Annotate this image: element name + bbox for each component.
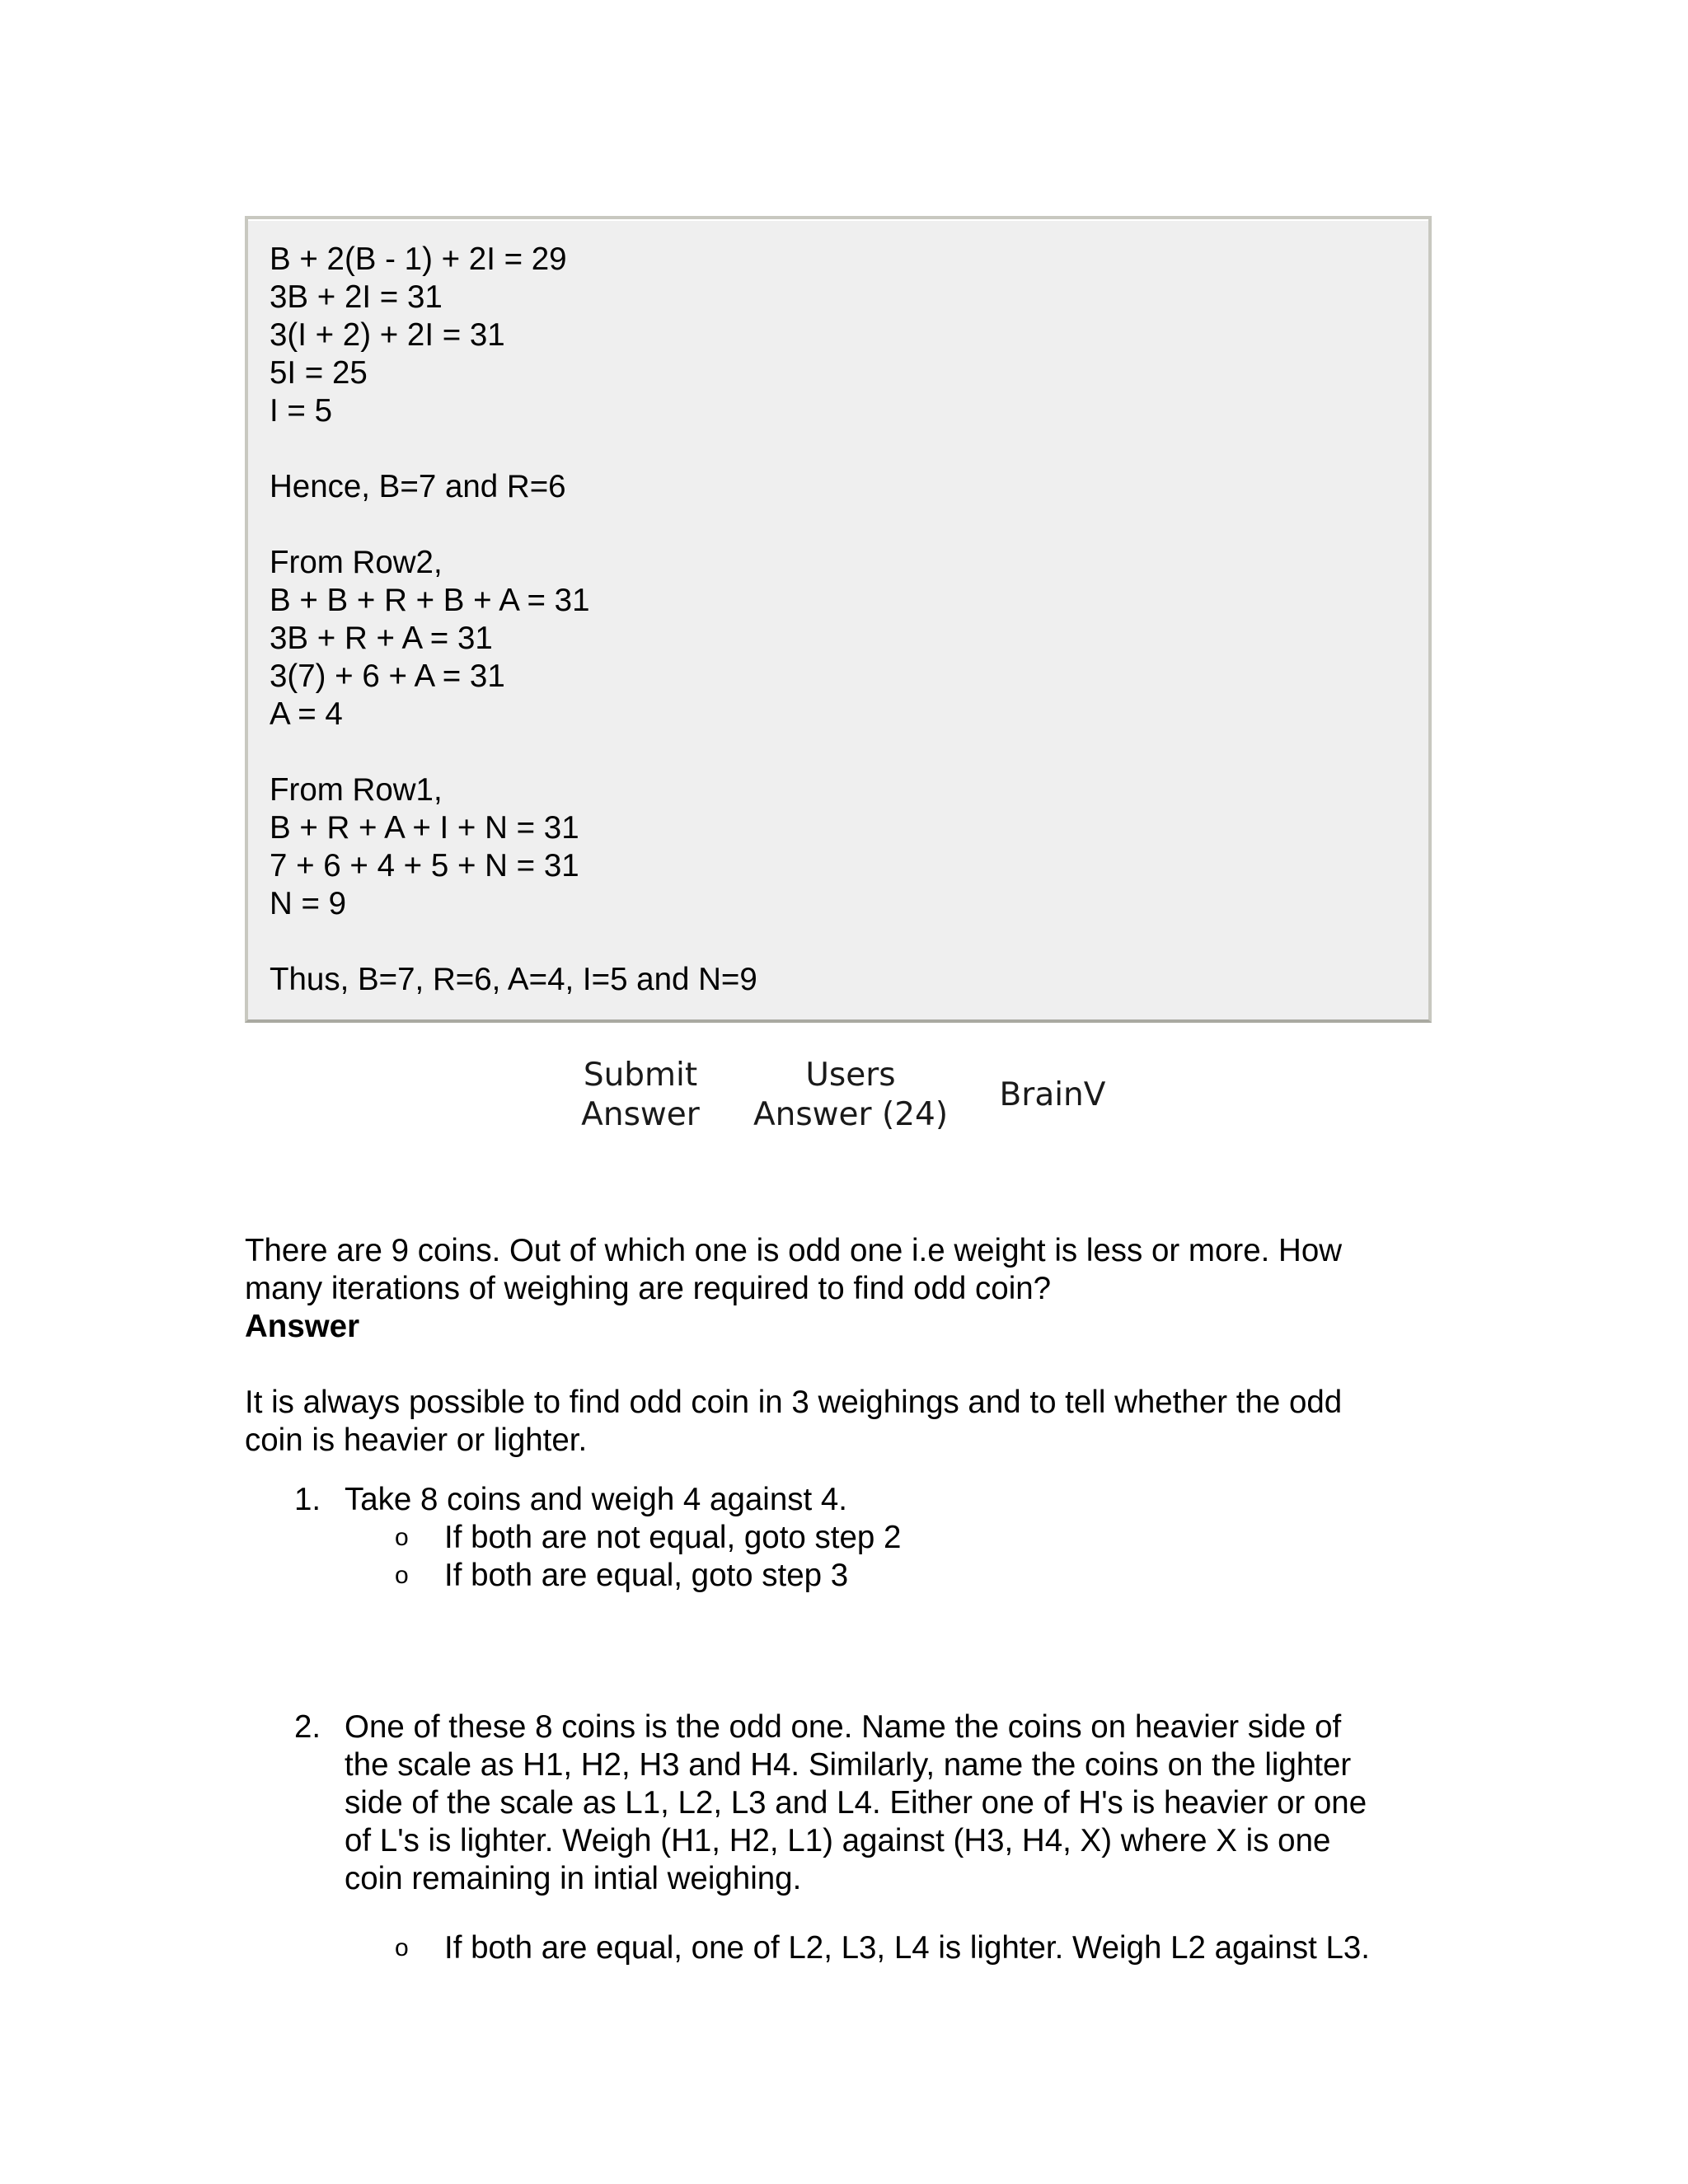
circle-bullet-icon: o	[395, 1934, 409, 1961]
circle-bullet-icon: o	[395, 1524, 409, 1551]
step-item	[245, 1708, 1432, 1967]
answer-heading: Answer	[245, 1309, 360, 1344]
solution-line: A = 4	[270, 696, 343, 732]
question-text-line: There are 9 coins. Out of which one is odd one i.e weight is less or more. How	[245, 1233, 1343, 1268]
submit-answer-line1: Submit	[583, 1057, 698, 1094]
circle-bullet-icon: o	[395, 1562, 409, 1589]
users-answer-link[interactable]	[739, 1056, 962, 1135]
solution-line: 7 + 6 + 4 + 5 + N = 31	[270, 848, 579, 883]
sub-item-text: If both are not equal, goto step 2	[444, 1520, 902, 1555]
solution-line: 3(I + 2) + 2I = 31	[270, 317, 505, 353]
answer-intro-line: It is always possible to find odd coin in 3 weighings and to tell whether the odd	[245, 1385, 1343, 1420]
solution-line: 5I = 25	[270, 355, 368, 391]
answer-actions	[245, 1056, 1432, 1179]
steps-list	[245, 1481, 1432, 1967]
step-text: Take 8 coins and weigh 4 against 4.	[345, 1482, 847, 1517]
solution-line: B + B + R + B + A = 31	[270, 583, 590, 618]
solution-line: 3(7) + 6 + A = 31	[270, 658, 505, 694]
sub-item-text: If both are equal, one of L2, L3, L4 is lighter. Weigh L2 against L3.	[444, 1930, 1370, 1966]
step-sub-list	[345, 1519, 1432, 1595]
answer-intro-line: coin is heavier or lighter.	[245, 1422, 588, 1458]
sub-item	[345, 1557, 1432, 1595]
users-answer-line1: Users	[805, 1057, 896, 1094]
solution-line: I = 5	[270, 393, 332, 429]
solution-line: B + 2(B - 1) + 2I = 29	[270, 241, 567, 277]
solution-line: B + R + A + I + N = 31	[270, 810, 579, 846]
spacer	[245, 1460, 1432, 1481]
solution-line: From Row1,	[270, 772, 443, 808]
step-item	[245, 1481, 1432, 1595]
step-sub-list	[345, 1929, 1432, 1967]
solution-line	[270, 923, 1428, 961]
sub-item	[345, 1519, 1432, 1557]
sub-item	[345, 1929, 1432, 1967]
step-text-line: of L's is lighter. Weigh (H1, H2, L1) against (H3, H4, X) where X is one	[345, 1823, 1331, 1858]
users-answer-line2: Answer (24)	[753, 1096, 949, 1133]
solution-line: From Row2,	[270, 545, 443, 580]
step-number: 1.	[294, 1482, 321, 1517]
submit-answer-line2: Answer	[581, 1096, 700, 1133]
sub-item-text: If both are equal, goto step 3	[444, 1558, 849, 1593]
submit-answer-link[interactable]	[566, 1056, 715, 1135]
solution-line: N = 9	[270, 886, 347, 921]
question-content	[245, 1232, 1432, 1967]
solution-box	[245, 216, 1432, 1023]
solution-line: Hence, B=7 and R=6	[270, 469, 566, 504]
page	[245, 216, 1432, 1967]
step-number: 2.	[294, 1709, 321, 1745]
step-text-line: side of the scale as L1, L2, L3 and L4. Either one of H's is heavier or one	[345, 1785, 1367, 1821]
spacer	[245, 1346, 1432, 1384]
step-text-line: One of these 8 coins is the odd one. Name the coins on heavier side of	[345, 1709, 1342, 1745]
solution-line	[270, 733, 1428, 771]
solution-line: Thus, B=7, R=6, A=4, I=5 and N=9	[270, 962, 757, 997]
solution-line	[270, 506, 1428, 544]
question-text-line: many iterations of weighing are required to find odd coin?	[245, 1271, 1052, 1306]
step-text-line: the scale as H1, H2, H3 and H4. Similarly, name the coins on the lighter	[345, 1747, 1352, 1783]
solution-line	[270, 430, 1428, 468]
solution-line: 3B + R + A = 31	[270, 621, 493, 656]
brainv-link[interactable]: BrainV	[999, 1076, 1106, 1113]
step-text-line: coin remaining in intial weighing.	[345, 1861, 802, 1896]
solution-line: 3B + 2I = 31	[270, 279, 443, 315]
